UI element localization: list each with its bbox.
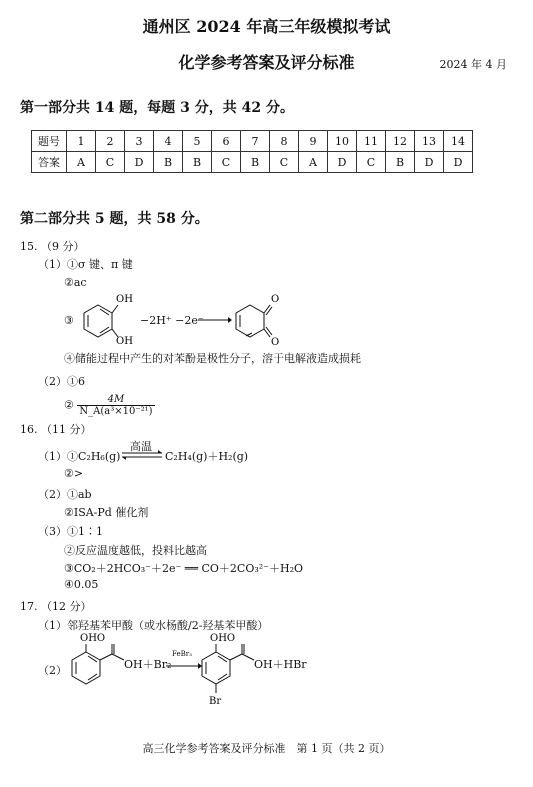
q15-p1-3-marker: ③ — [64, 314, 74, 327]
table-cell: A — [299, 152, 328, 173]
table-cell: C — [357, 152, 386, 173]
table-cell: A — [67, 152, 96, 173]
table-cell: D — [444, 152, 473, 173]
page-subtitle: 化学参考答案及评分标准 — [178, 53, 355, 72]
q15-p1-2: ②ac — [64, 276, 87, 289]
q16-condition: 高温 — [130, 440, 152, 453]
table-cell: C — [96, 152, 125, 173]
q16-p3: （3）①1∶1 — [38, 525, 103, 538]
table-cell: B — [241, 152, 270, 173]
part2-heading: 第二部分共 5 题，共 58 分。 — [20, 211, 209, 227]
table-cell: 14 — [444, 131, 473, 152]
q15-label: 15. （9 分） — [20, 240, 85, 253]
table-cell: D — [415, 152, 444, 173]
q16-p1-2: ②> — [64, 467, 84, 480]
table-cell: 5 — [183, 131, 212, 152]
reaction-arrow-icon — [198, 314, 232, 326]
product-oh-label: OHO — [210, 633, 236, 644]
q16-p1-right: C₂H₄(g)＋H₂(g) — [165, 450, 249, 463]
table-cell: 10 — [328, 131, 357, 152]
table-cell: 13 — [415, 131, 444, 152]
q16-p2: （2）①ab — [38, 488, 92, 501]
q15-p2: （2）①6 — [38, 375, 85, 388]
q17-p2-marker: （2） — [38, 664, 67, 677]
quinone-structure — [232, 288, 292, 348]
catalyst-label: FeBr₃ — [172, 650, 192, 658]
table-cell: B — [154, 152, 183, 173]
page-footer: 高三化学参考答案及评分标准 第 1 页（共 2 页） — [142, 742, 391, 755]
table-row-answers — [32, 152, 473, 173]
equilibrium-arrow-icon — [120, 450, 164, 460]
table-cell: B — [386, 152, 415, 173]
q16-p2-2: ②ISA-Pd 催化剂 — [64, 506, 149, 519]
bromo-substituent-label: Br — [209, 696, 222, 707]
table-cell: D — [328, 152, 357, 173]
table-cell: 11 — [357, 131, 386, 152]
reactant-acid-text: OH＋Br₂ — [124, 658, 172, 671]
q15-reagent: −2H⁺ −2e⁻ — [140, 314, 204, 327]
reaction-arrow-icon — [166, 661, 202, 671]
fraction-denominator: N_A(a³×10⁻²¹) — [79, 406, 153, 417]
q16-p3-2: ②反应温度越低，投料比越高 — [64, 544, 207, 557]
fraction-numerator: 4M — [77, 394, 154, 406]
q16-p1-left: （1）①C₂H₆(g) — [38, 450, 121, 463]
table-cell: B — [183, 152, 212, 173]
svg-text:OH: OH — [116, 294, 133, 305]
svg-text:O: O — [271, 294, 280, 305]
svg-text:OH: OH — [116, 336, 133, 347]
table-cell: 7 — [241, 131, 270, 152]
q16-label: 16. （11 分） — [20, 423, 92, 436]
row-label-answer: 答案 — [32, 152, 67, 173]
table-cell: 12 — [386, 131, 415, 152]
svg-text:O: O — [271, 337, 280, 348]
table-cell: 1 — [67, 131, 96, 152]
table-cell: C — [212, 152, 241, 173]
q17-p1: （1）邻羟基苯甲酸（或水杨酸/2-羟基苯甲酸） — [38, 619, 269, 632]
q15-p1: （1）①σ 键、π 键 — [38, 258, 133, 271]
reactant-oh-label: OHO — [80, 633, 106, 644]
table-cell: D — [125, 152, 154, 173]
q15-p1-4: ④储能过程中产生的对苯酚是极性分子，溶于电解液造成损耗 — [64, 352, 361, 365]
q15-p2-2 — [64, 394, 155, 417]
q17-label: 17. （12 分） — [20, 600, 92, 613]
salicylic-acid-structure — [68, 630, 128, 690]
table-row-numbers — [32, 131, 473, 152]
q15-p2-2-marker: ② — [64, 398, 74, 412]
q16-p3-3: ③CO₂＋2HCO₃⁻＋2e⁻ ══ CO＋2CO₃²⁻＋H₂O — [64, 562, 304, 575]
exam-date: 2024 年 4 月 — [439, 58, 507, 71]
bromosalicylic-acid-structure — [198, 630, 258, 710]
row-label-question: 题号 — [32, 131, 67, 152]
table-cell: 4 — [154, 131, 183, 152]
table-cell: 8 — [270, 131, 299, 152]
table-cell: 6 — [212, 131, 241, 152]
table-cell: C — [270, 152, 299, 173]
table-cell: 3 — [125, 131, 154, 152]
table-cell: 2 — [96, 131, 125, 152]
table-cell: 9 — [299, 131, 328, 152]
product-acid-text: OH＋HBr — [254, 658, 307, 671]
q16-p3-4: ④0.05 — [64, 578, 99, 591]
answer-table — [31, 130, 473, 173]
part1-heading: 第一部分共 14 题，每题 3 分，共 42 分。 — [20, 100, 294, 116]
page-title: 通州区 2024 年高三年级模拟考试 — [142, 17, 391, 36]
density-fraction — [77, 394, 154, 417]
